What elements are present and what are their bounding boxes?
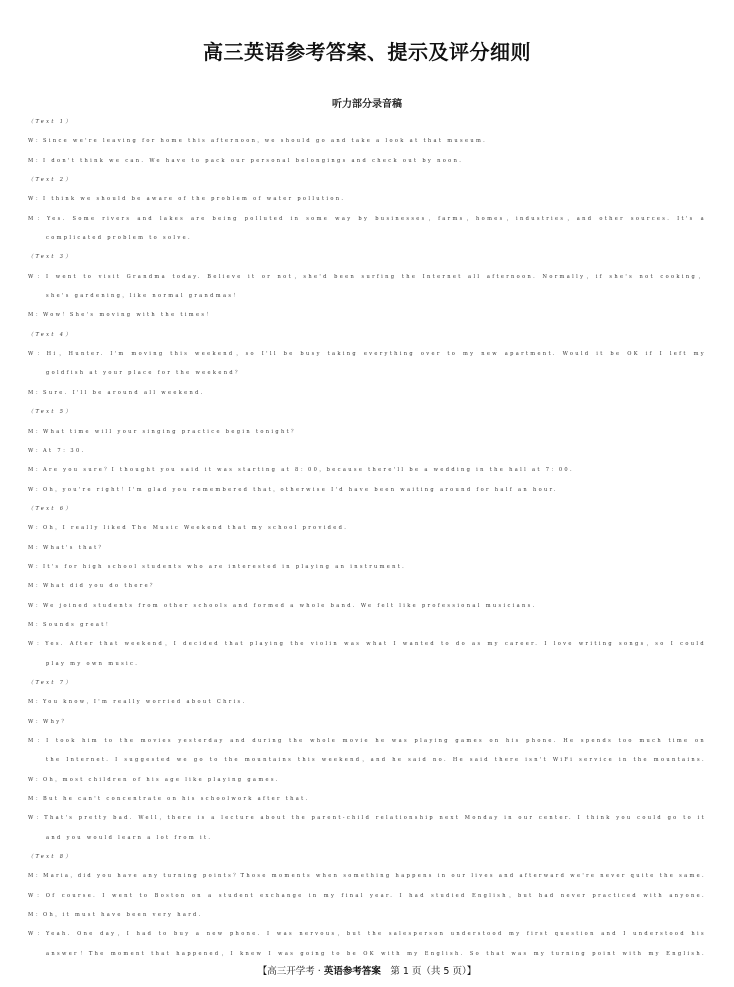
transcript-line: W：Oh，I really liked The Music Weekend that my school provided.	[28, 525, 349, 532]
transcript-line-continuation: she's gardening，like normal grandmas！	[46, 293, 241, 300]
transcript-line: W：We joined students from other schools and formed a whole band. We felt like professional musicians.	[28, 602, 537, 609]
transcript-line: M：What time will your singing practice begin tonight？	[28, 428, 299, 435]
transcript-line: M：But he can't concentrate on his schoolwork after that.	[28, 796, 310, 803]
text-section-label: （Text 5）	[28, 409, 73, 416]
transcript-line: W：Oh，most children of his age like playing games.	[28, 776, 280, 783]
text-section-label: （Text 6）	[28, 505, 73, 512]
transcript-line: W：I think we should be aware of the problem of water pollution.	[28, 196, 346, 203]
footer-prefix: 【高三开学考 ·	[257, 966, 324, 977]
text-section-label: （Text 3）	[28, 254, 73, 261]
transcript-line: W：At 7：30.	[28, 447, 86, 454]
transcript-line-continuation: play my own music.	[46, 660, 140, 667]
transcript-line: M：Sounds great！	[28, 621, 114, 628]
transcript-line: W：Of course. I went to Boston on a student exchange in my final year. I had studied English，but had never practiced with anyone.	[28, 892, 706, 899]
transcript-line-continuation: and you would learn a lot from it.	[46, 834, 213, 841]
text-section-label: （Text 1）	[28, 119, 73, 125]
transcript-line: M：I don't think we can. We have to pack our personal belongings and check out by noon.	[28, 157, 464, 164]
text-section-label: （Text 2）	[28, 177, 73, 184]
transcript-line: W：Yes. After that weekend，I decided that playing the violin was what I wanted to do as my career. I love writing songs，so I could	[28, 641, 706, 648]
transcript-line-continuation: the Internet. I suggested we go to the mountains this weekend，and he said no. He said there isn't WiFi service in the mountains.	[46, 757, 706, 764]
transcript-line: M：Oh，it must have been very hard.	[28, 912, 203, 919]
transcript-line: W：That's pretty bad. Well，there is a lecture about the parent-child relationship next Monday in our center. I think you could go to it	[28, 815, 706, 822]
transcript-line: M：What did you do there？	[28, 583, 158, 590]
transcript-line-continuation: goldfish at your place for the weekend？	[46, 370, 243, 377]
text-section-label: （Text 8）	[28, 854, 73, 861]
transcript-line: M：Maria，did you have any turning points？Those moments when something happens in our lives and afterward we're never quite the same.	[28, 873, 706, 880]
transcript-line: W：It's for high school students who are interested in playing an instrument.	[28, 563, 407, 570]
footer-subject: 英语参考答案	[323, 966, 381, 977]
transcript-line: M：Yes. Some rivers and lakes are being polluted in some way by businesses，farms，homes，industries，and other sources. It's a	[28, 215, 706, 222]
transcript-line: W：I went to visit Grandma today. Believe it or not，she'd been surfing the Internet all afternoon. Normally，if she's not cooking，	[28, 273, 706, 280]
transcript-body	[28, 113, 706, 964]
text-section-label: （Text 7）	[28, 679, 73, 686]
transcript-line: W：Hi，Hunter. I'm moving this weekend，so I'll be busy taking everything over to my new apartment. Would it be OK if I left my	[28, 351, 706, 358]
page-footer	[0, 963, 734, 977]
document-title: 高三英语参考答案、提示及评分细则	[203, 40, 531, 64]
transcript-line: M：What's that？	[28, 544, 106, 551]
transcript-line: W：Oh，you're right！I'm glad you remembered that，otherwise I'd have been waiting around for half an hour.	[28, 486, 558, 493]
transcript-line: M：I took him to the movies yesterday and during the whole movie he was playing games on his phone. He spends too much time on	[28, 738, 706, 744]
transcript-line: W：Since we're leaving for home this afternoon，we should go and take a look at that museum.	[28, 138, 488, 145]
transcript-line-continuation: answer！The moment that happened，I knew I was going to be OK with my English. So that was my turning point with my English.	[46, 950, 706, 957]
transcript-line: M：You know，I'm really worried about Chris.	[28, 699, 247, 706]
transcript-line: M：Sure. I'll be around all weekend.	[28, 389, 205, 396]
transcript-line: W：Why？	[28, 718, 69, 725]
section-heading: 听力部分录音稿	[332, 99, 402, 110]
footer-page-number: 第 1 页（共 5 页）】	[380, 966, 477, 977]
text-section-label: （Text 4）	[28, 331, 73, 338]
transcript-line-continuation: complicated problem to solve.	[46, 235, 192, 242]
transcript-line: M：Wow！She's moving with the times！	[28, 312, 214, 319]
transcript-line: W：Yeah. One day，I had to buy a new phone. I was nervous，but the salesperson understood my first question and I understood his	[28, 931, 706, 938]
transcript-line: M：Are you sure？I thought you said it was starting at 8：00，because there'll be a wedding in the hall at 7：00.	[28, 467, 574, 474]
